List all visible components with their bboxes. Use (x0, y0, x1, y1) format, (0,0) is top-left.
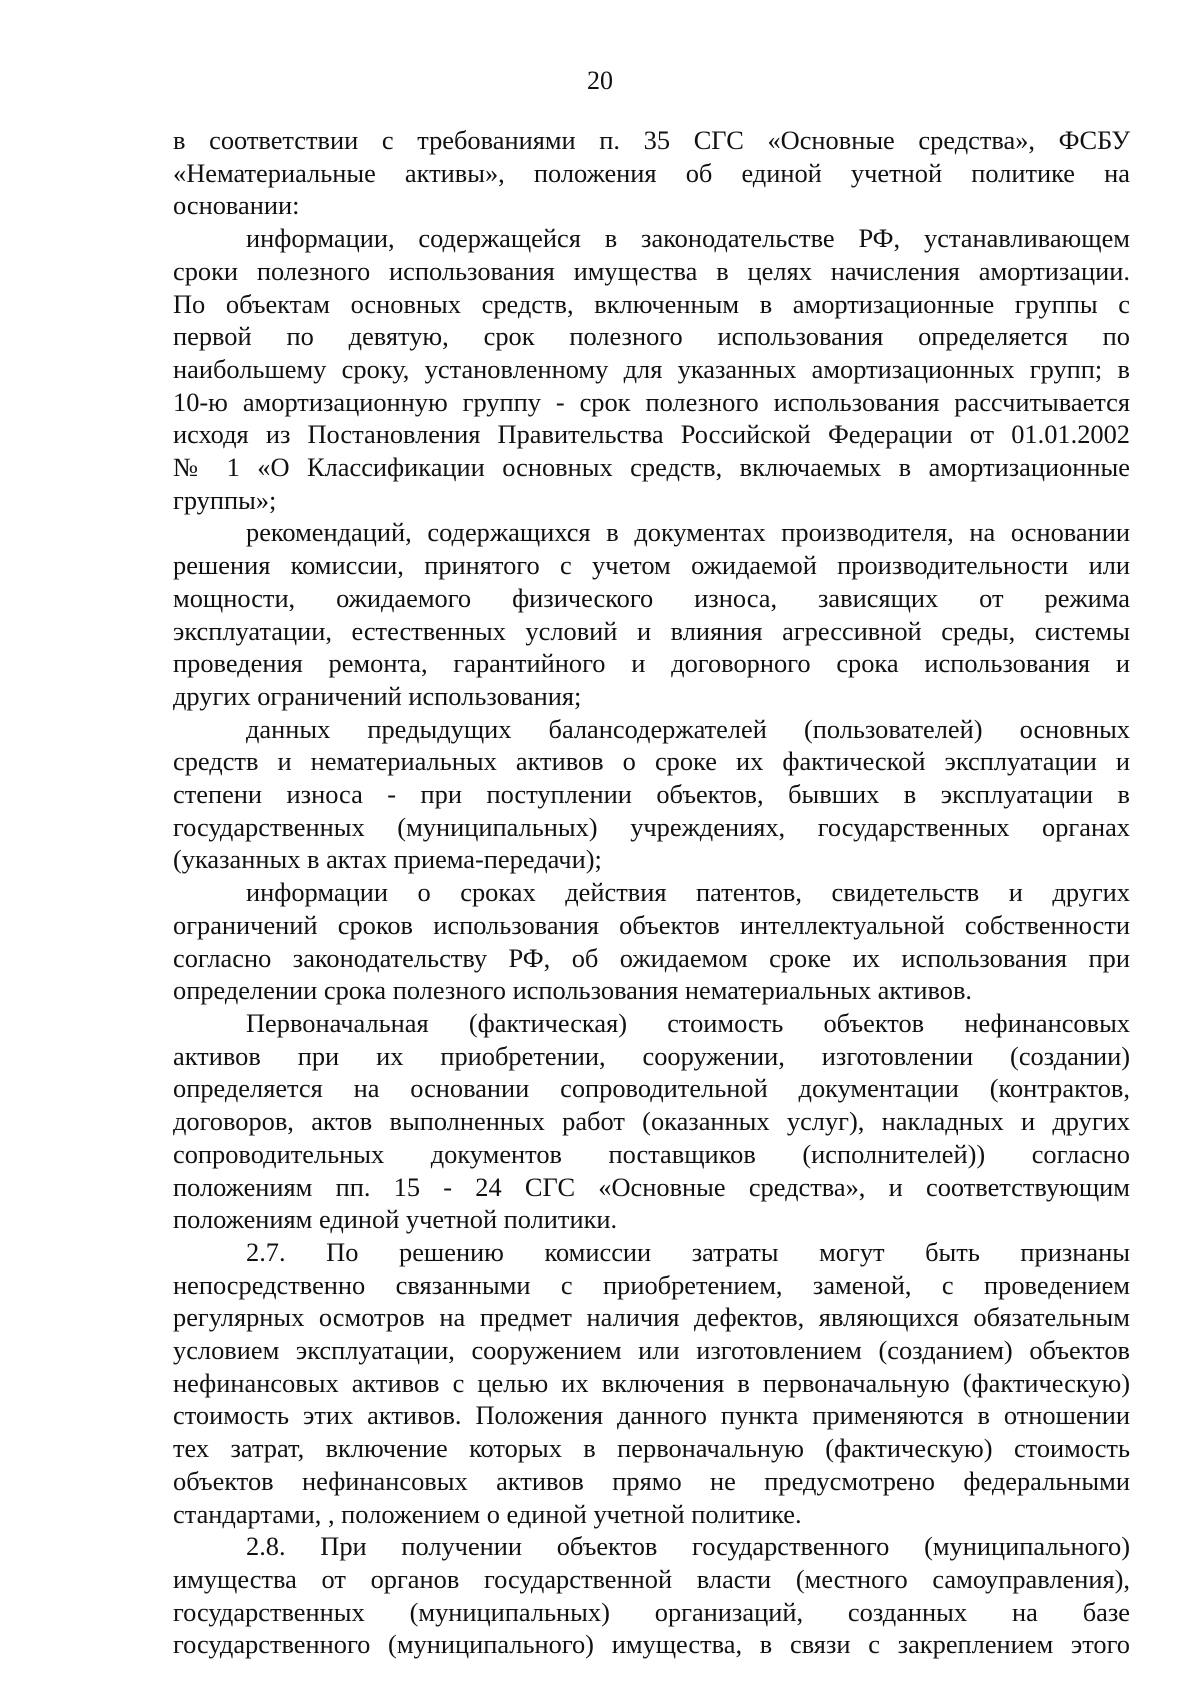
paragraph (173, 1530, 1130, 1661)
paragraph (173, 876, 1130, 1007)
text-line: сроки полезного использования имущества в целях начисления амортизации. (173, 255, 1130, 286)
text-line: информации о сроках действия патентов, свидетельств и других (246, 877, 1130, 908)
text-line: ограничений сроков использования объектов интеллектуальной собственности (173, 909, 1130, 940)
text-line: данных предыдущих балансодержателей (пользователей) основных (246, 713, 1130, 744)
text-line: информации, содержащейся в законодательстве РФ, устанавливающем (246, 223, 1130, 254)
text-line: согласно законодательству РФ, об ожидаемом сроке их использования при (173, 942, 1130, 973)
text-line: 2.8. При получении объектов государственного (муниципального) (246, 1531, 1130, 1562)
text-line: других ограничений использования; (173, 680, 582, 711)
document-body (173, 124, 1130, 1661)
text-line: регулярных осмотров на предмет наличия дефектов, являющихся обязательным (173, 1302, 1130, 1333)
text-line: государственных (муниципальных) организаций, созданных на базе (173, 1596, 1130, 1627)
text-line: положениям единой учетной политики. (173, 1204, 618, 1235)
text-line: в соответствии с требованиями п. 35 СГС «Основные средства», ФСБУ (173, 125, 1130, 155)
text-line: нефинансовых активов с целью их включения в первоначальную (фактическую) (173, 1367, 1130, 1398)
text-line: исходя из Постановления Правительства Российской Федерации от 01.01.2002 (173, 419, 1130, 450)
text-line: государственного (муниципального) имущества, в связи с закреплением этого (173, 1629, 1130, 1660)
text-line: 10-ю амортизационную группу - срок полезного использования рассчитывается (173, 386, 1130, 417)
text-line: средств и нематериальных активов о сроке их фактической эксплуатации и (173, 746, 1130, 777)
text-line: определяется на основании сопроводительной документации (контрактов, (173, 1073, 1130, 1104)
text-line: № 1 «О Классификации основных средств, включаемых в амортизационные (173, 452, 1130, 483)
paragraph (173, 124, 1130, 222)
text-line: тех затрат, включение которых в первоначальную (фактическую) стоимость (173, 1433, 1130, 1464)
text-line: «Нематериальные активы», положения об единой учетной политике на (173, 157, 1130, 188)
paragraph (173, 222, 1130, 516)
text-line: имущества от органов государственной власти (местного самоуправления), (173, 1563, 1130, 1594)
text-line: проведения ремонта, гарантийного и договорного срока использования и (173, 648, 1130, 679)
text-line: наибольшему сроку, установленному для указанных амортизационных групп; в (173, 353, 1130, 384)
paragraph (173, 1007, 1130, 1236)
text-line: стоимость этих активов. Положения данного пункта применяются в отношении (173, 1400, 1130, 1431)
paragraph (173, 713, 1130, 877)
text-line: (указанных в актах приема-передачи); (173, 844, 602, 875)
text-line: непосредственно связанными с приобретением, заменой, с проведением (173, 1269, 1130, 1300)
text-line: мощности, ожидаемого физического износа, зависящих от режима (173, 582, 1130, 613)
text-line: основании: (173, 190, 300, 221)
text-line: договоров, актов выполненных работ (оказанных услуг), накладных и других (173, 1106, 1130, 1137)
text-line: эксплуатации, естественных условий и влияния агрессивной среды, системы (173, 615, 1130, 646)
text-line: решения комиссии, принятого с учетом ожидаемой производительности или (173, 550, 1130, 581)
text-line: первой по девятую, срок полезного использования определяется по (173, 321, 1130, 352)
text-line: степени износа - при поступлении объектов, бывших в эксплуатации в (173, 779, 1130, 810)
text-line: объектов нефинансовых активов прямо не предусмотрено федеральными (173, 1465, 1130, 1496)
text-line: группы»; (173, 484, 277, 515)
text-line: рекомендаций, содержащихся в документах производителя, на основании (246, 517, 1130, 548)
text-line: условием эксплуатации, сооружением или изготовлением (созданием) объектов (173, 1335, 1130, 1366)
text-line: активов при их приобретении, сооружении, изготовлении (создании) (173, 1040, 1130, 1071)
text-line: 2.7. По решению комиссии затраты могут быть признаны (246, 1236, 1130, 1267)
text-line: определении срока полезного использования нематериальных активов. (173, 975, 972, 1006)
paragraph (173, 1236, 1130, 1530)
text-line: государственных (муниципальных) учреждениях, государственных органах (173, 811, 1130, 842)
page-number: 20 (587, 66, 613, 95)
text-line: По объектам основных средств, включенным в амортизационные группы с (173, 288, 1130, 319)
text-line: положениям пп. 15 - 24 СГС «Основные средства», и соответствующим (173, 1171, 1130, 1202)
text-line: стандартами, , положением о единой учетной политике. (173, 1498, 802, 1529)
text-line: Первоначальная (фактическая) стоимость объектов нефинансовых (246, 1007, 1130, 1038)
paragraph (173, 516, 1130, 712)
text-line: сопроводительных документов поставщиков (исполнителей)) согласно (173, 1138, 1130, 1169)
